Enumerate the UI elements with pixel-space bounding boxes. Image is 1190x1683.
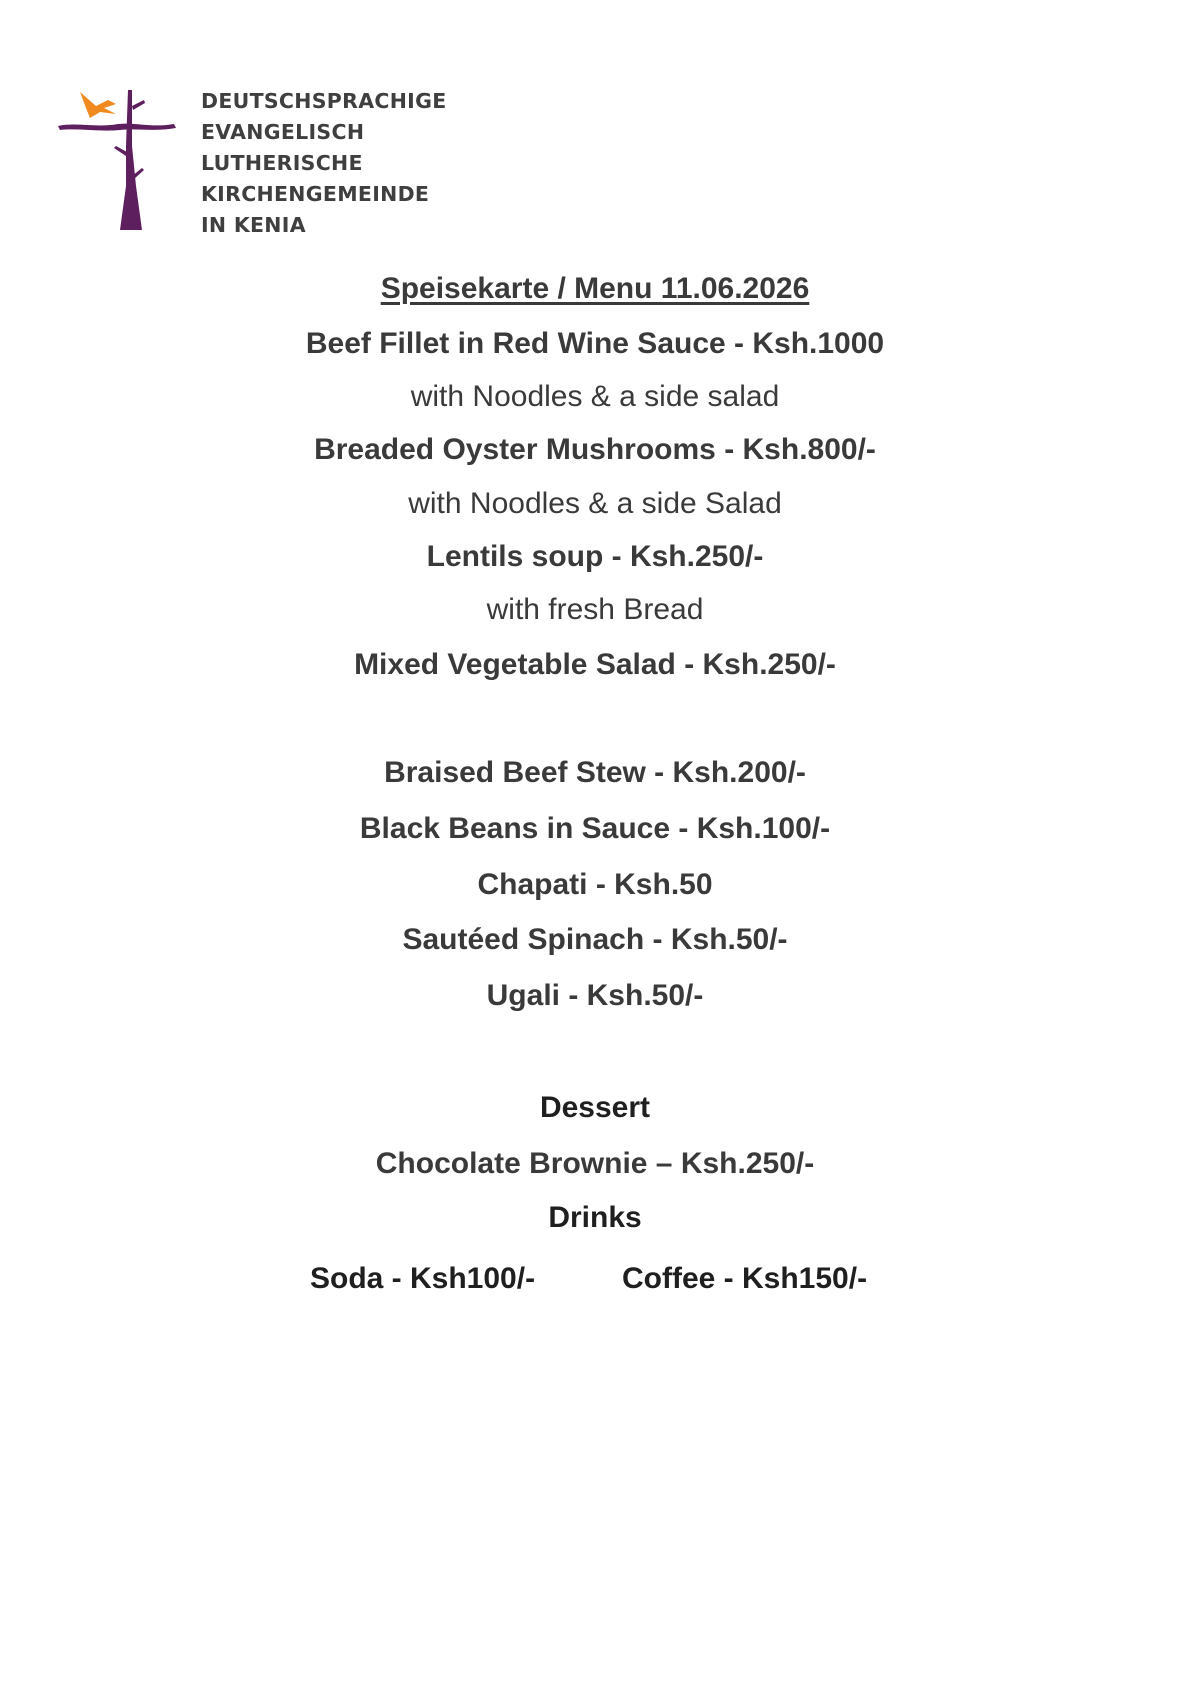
side-item: Sautéed Spinach - Ksh.50/- — [402, 923, 788, 956]
church-name-line: LUTHERISCHE — [201, 151, 363, 175]
cross-dove-icon — [56, 86, 186, 236]
menu-item-name: Lentils soup - Ksh.250/- — [426, 540, 764, 573]
side-item: Chapati - Ksh.50 — [477, 868, 713, 901]
church-name-line: EVANGELISCH — [201, 120, 365, 144]
menu-item-name: Mixed Vegetable Salad - Ksh.250/- — [354, 648, 836, 681]
side-item: Black Beans in Sauce - Ksh.100/- — [359, 812, 831, 845]
drink-item: Soda - Ksh100/- — [310, 1262, 536, 1295]
church-logo — [56, 86, 447, 237]
menu-item-name: Beef Fillet in Red Wine Sauce - Ksh.1000 — [305, 327, 885, 360]
dessert-item: Chocolate Brownie – Ksh.250/- — [375, 1147, 815, 1180]
menu-title: Speisekarte / Menu 11.06.2026 — [380, 272, 810, 305]
menu-item-description: with Noodles & a side salad — [410, 380, 780, 413]
menu-item-description: with fresh Bread — [486, 593, 704, 626]
church-name-line: KIRCHENGEMEINDE — [201, 182, 430, 206]
church-name-line: DEUTSCHSPRACHIGE — [201, 89, 447, 113]
church-name — [201, 86, 447, 241]
drink-item: Coffee - Ksh150/- — [622, 1262, 868, 1295]
menu-item-name: Breaded Oyster Mushrooms - Ksh.800/- — [314, 433, 876, 466]
side-item: Ugali - Ksh.50/- — [486, 979, 704, 1012]
church-name-line: IN KENIA — [201, 213, 306, 237]
dessert-heading: Dessert — [539, 1091, 651, 1124]
side-item: Braised Beef Stew - Ksh.200/- — [384, 756, 806, 789]
drinks-heading: Drinks — [548, 1201, 642, 1234]
menu-item-description: with Noodles & a side Salad — [408, 487, 782, 520]
